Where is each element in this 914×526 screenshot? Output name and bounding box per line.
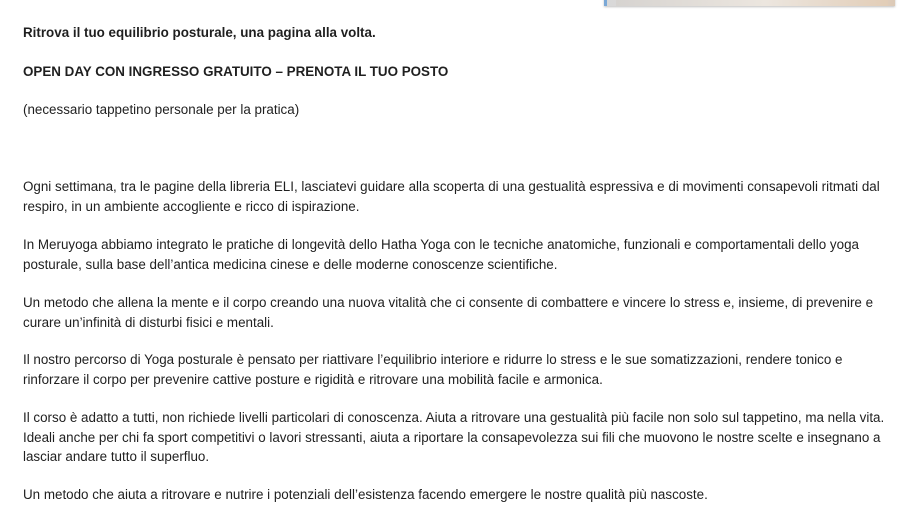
article-paragraph: Il nostro percorso di Yoga posturale è pensato per riattivare l’equilibrio interiore e ridurre lo stress e le sue somatizzazioni, rendere tonico e rinforzare il corpo per prevenire cattive posture e rigidità e ritrovare una mobilità facile e armonica.	[23, 352, 843, 387]
article-paragraph: Un metodo che aiuta a ritrovare e nutrire i potenziali dell’esistenza facendo emergere le nostre qualità più nascoste.	[23, 487, 708, 502]
article-tagline: Ritrova il tuo equilibrio posturale, una pagina alla volta.	[23, 25, 376, 40]
event-image	[604, 0, 895, 6]
article-paragraph: Il corso è adatto a tutti, non richiede livelli particolari di conoscenza. Aiuta a ritrovare una gestualità più facile non solo sul tappetino, ma nella vita. Ideali anche per chi fa sport competitivi o lavori stressanti, aiuta a riportare la consapevolezza sui fili che muovono le nostre scelte e insegnano a lasciar andare tutto il superfluo.	[23, 410, 885, 464]
article-paragraph: In Meruyoga abbiamo integrato le pratiche di longevità dello Hatha Yoga con le tecniche anatomiche, funzionali e comportamentali dello yoga posturale, sulla base dell’antica medicina cinese e delle moderne conoscenze scientifiche.	[23, 237, 859, 272]
open-day-heading: OPEN DAY CON INGRESSO GRATUITO – PRENOTA IL TUO POSTO	[23, 64, 449, 79]
event-image-photo	[616, 0, 888, 6]
article-paragraph: Un metodo che allena la mente e il corpo creando una nuova vitalità che ci consente di combattere e vincere lo stress e, insieme, di prevenire e curare un’infinità di disturbi fisici e mentali.	[23, 295, 874, 330]
article-paragraph: Ogni settimana, tra le pagine della libreria ELI, lasciatevi guidare alla scoperta di una gestualità espressiva e di movimenti consapevoli ritmati dal respiro, in un ambiente accogliente e ricco di ispirazione.	[23, 179, 880, 214]
mat-note: (necessario tappetino personale per la pratica)	[23, 102, 300, 117]
